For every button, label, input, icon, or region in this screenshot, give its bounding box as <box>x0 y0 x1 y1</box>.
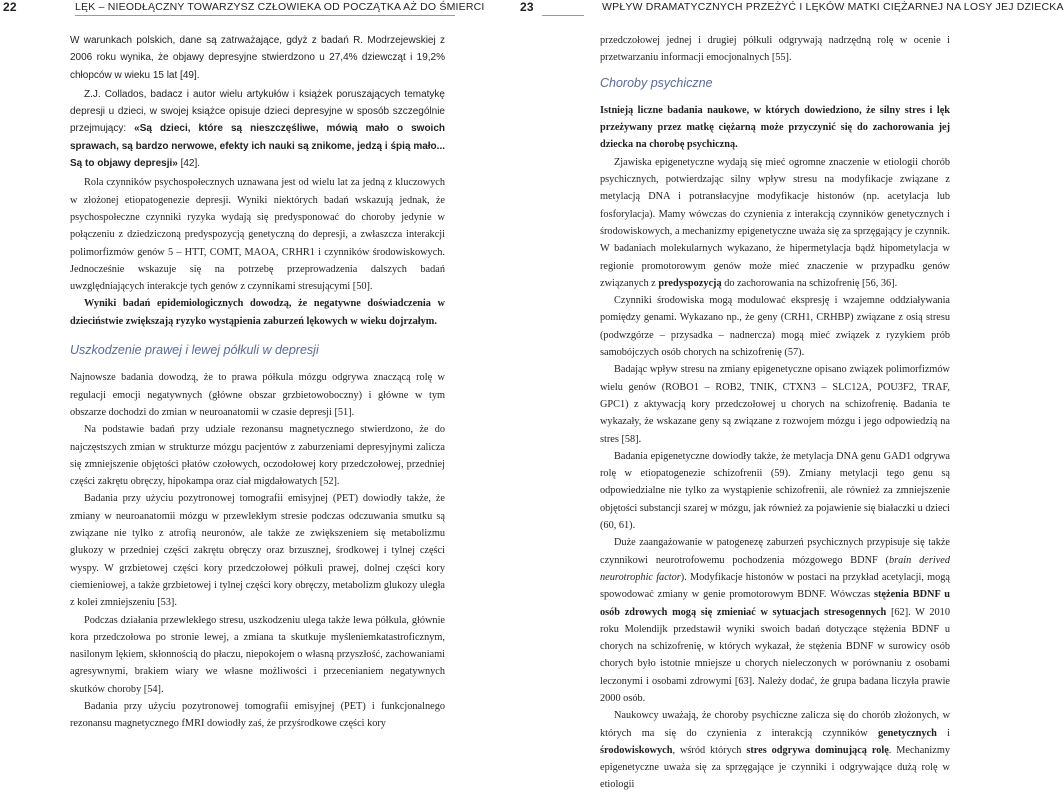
left-page <box>0 0 485 730</box>
paragraph: Badania epigenetyczne dowiodły także, że metylacja DNA genu GAD1 odgrywa rolę w etiopatogenezie schizofrenii (59). Zmiany metylacji tego genu są odpowiedzialne nie tylko za wystąpienie schizofrenii, ale również za zmniejszenie objętości substancji szarej w mózgu, jak również za pojawienie się białaczki u dzieci (60, 61). <box>600 450 950 532</box>
paragraph: Czynniki środowiska mogą modulować ekspresję i wzajemne oddziaływania pomiędzy genami. Wykazano np., że geny (CRH1, CRHBP) związane z osią stresu (podwzgórze – przysadka – nadnercza) mogą mieć związek z ryzykiem prób samobójczych osób chorych na schizofrenię (57). <box>600 295 950 359</box>
right-page <box>480 0 1064 791</box>
running-title: WPŁYW DRAMATYCZNYCH PRZEŻYĆ I LĘKÓW MATKI CIĘŻARNEJ NA LOSY JEJ DZIECKA <box>602 1 1064 13</box>
paragraph: Badania przy użyciu pozytronowej tomografii emisyjnej (PET) dowiodły także, że zmiany w neuroanatomii mózgu w przewlekłym stresie podczas odczuwania smutku są związane nie tylko z atrofią neuronów, ale także ze zwiększeniem się metabolizmu glukozy w przedniej części zakrętu obręczy oraz brzusznej, środkowej i tylnej części wyspy. W grzbietowej części kory przedczołowej półkuli prawej, dolnej części kory ciemieniowej, a także grzbietowej i tylnej części kory obręczy, metabolizm glukozy uległa z kolei zmniejszeniu [53]. <box>70 493 445 609</box>
header-rule <box>542 15 584 16</box>
paragraph: Podczas działania przewlekłego stresu, uszkodzeniu ulega także lewa półkula, głównie kora przedczołowa po stronie lewej, a zmiana ta skutkuje myśleniemkatastroficznym, nasilonym lękiem, skłonnością do płaczu, niepokojem o własną przyszłość, zachowaniami agresywnymi, brakiem wiary we własne możliwości i przecenianiem negatywnych skutków choroby [54]. <box>70 614 445 695</box>
emphasis-paragraph: Wyniki badań epidemiologicznych dowodzą, że negatywne doświadczenia w dzieciństwie zwiększają ryzyko wystąpienia zaburzeń lękowych w wieku dojrzałym. <box>70 298 445 327</box>
section-heading: Uszkodzenie prawej i lewej półkuli w depresji <box>70 343 319 358</box>
emphasis-paragraph: Istnieją liczne badania naukowe, w których dowiedziono, że silny stres i lęk przeżywany przez matkę ciężarną może przyczynić się do zachorowania jej dziecka na chorobę psychiczną. <box>600 104 950 151</box>
paragraph: Badania przy użyciu pozytronowej tomografii emisyjnej (PET) i funkcjonalnego rezonansu magnetycznego fMRI dowiodły zaś, że przyśrodkowe części kory <box>70 700 445 730</box>
running-title: LĘK – NIEODŁĄCZNY TOWARZYSZ CZŁOWIEKA OD POCZĄTKA AŻ DO ŚMIERCI <box>75 1 485 13</box>
paragraph: Badając wpływ stresu na zmiany epigenetyczne opisano związek polimorfizmów wielu genów (ROBO1 – ROB2, TNIK, CTXN3 – SLC12A, POU3F2, TRAF, GPC1) z aktywacją kory przedczołowej u chorych na schizofrenię. Badania te wykazały, że wskazane geny są związane z rozwojem mózgu i jego odpowiedzią na stres [58]. <box>600 364 950 445</box>
section-heading: Choroby psychiczne <box>600 75 713 90</box>
paragraph: Naukowcy uważają, że choroby psychiczne zalicza się do chorób złożonych, w których ma się do czynienia z interakcją czynników genetycznych i środowiskowych, wśród których stres odgrywa dominującą rolę. Mechanizmy epigenetyczne uważa się za sprzęgające je czynniki i odgrywające dużą rolę w etiologii <box>600 710 951 791</box>
left-text-column <box>70 32 445 733</box>
page-number: 22 <box>3 0 17 14</box>
paragraph: Zjawiska epigenetyczne wydają się mieć ogromne znaczenie w etiologii chorób psychicznych, potwierdzając silny wpływ stresu na modyfikacje związane z metylacją DNA i potransłacyjne modyfikacje histonów (np. acetylacja lub fosforylacja). Mamy wówczas do czynienia z interakcją czynników genetycznych i środowiskowych, a mechanizmy epigenetyczne uważa się za sprzęgający je czynnik. W badaniach molekularnych wykazano, że hipermetylacja bądź hipometylacja w regionie promotorowym genów może mieć znaczenie w przypadku genów związanych z predyspozycją do zachorowania na schizofrenię [56, 36]. <box>600 156 950 289</box>
header-rule <box>75 15 455 16</box>
quote-paragraph: Z.J. Collados, badacz i autor wielu artykułów i książek poruszających tematykę depresji u dzieci, w swojej książce opisuje dzieci depresyjne w sposób szczególnie przejmujący: «Są dzieci, które są nieszczęśliwe, mówią mało o swoich sprawach, są bardzo nerwowe, efekty ich nauki są znikome, jedzą i śpią mało... Są to objawy depresji» [42]. <box>70 88 445 170</box>
paragraph: W warunkach polskich, dane są zatrważające, gdyż z badań R. Modrzejewskiej z 2006 roku wynika, że objawy depresyjne stwierdzono u 27,4% dziewcząt i 19,2% chłopców w wieku 15 lat [49]. <box>70 35 445 81</box>
right-text-column <box>600 32 950 794</box>
paragraph: Duże zaangażowanie w patogenezę zaburzeń psychicznych przypisuje się także czynnikowi neurotrofowemu pochodzenia mózgowego BDNF (brain derived neurotrophic factor). Modyfikacje histonów w postaci na przykład acetylacji, mogą spowodować zmiany w genie promotorowym BDNF. Wówczas stężenia BDNF u osób zdrowych mogą się zmieniać w sytuacjach stresogennych [62]. W 2010 roku Molendijk przedstawił wyniki swoich badań dotyczące stężenia BDNF u chorych na schizofrenię, w których wykazał, że stężenia BDNF w surowicy osób chorych było istotnie mniejsze u chorych nieleczonych w porównaniu z osobami leczonymi i osobami zdrowymi [63]. Należy dodać, że grupa badana liczyła prawie 2000 osób. <box>600 537 951 704</box>
paragraph: przedczołowej jednej i drugiej półkuli odgrywają nadrzędną rolę w ocenie i przetwarzaniu informacji emocjonalnych [55]. <box>600 35 950 64</box>
page-number: 23 <box>520 0 534 14</box>
paragraph: Na podstawie badań przy udziale rezonansu magnetycznego stwierdzono, że do najczęstszych zmian w strukturze mózgu pacjentów z zaburzeniami depresyjnymi zalicza się zmniejszenie objętości płatów czołowych, oczodołowej kory przedczołowej, przedniej części zakrętu obręczy, hipokampa oraz ciał migdałowatych [52]. <box>70 424 445 488</box>
paragraph: Rola czynników psychospołecznych uznawana jest od wielu lat za jedną z kluczowych w złożonej etiopatogenezie depresji. Wyniki niektórych badań wskazują jednak, że psychospołeczne czynniki ryzyka wydają się predysponować do choroby jedynie w połączeniu z dziedziczoną predyspozycją genetyczną do depresji, a zwłaszcza interakcji polimorfizmów genów 5 – HTT, COMT, MAOA, CRHR1 i czynników środowiskowych. Jednocześnie wskazuje się na potrzebę przeprowadzenia dalszych badań uwzględniających interakcje tych genów z czynnikami stresującymi [50]. <box>70 177 445 293</box>
paragraph: Najnowsze badania dowodzą, że to prawa półkula mózgu odgrywa znaczącą rolę w regulacji emocji negatywnych (główne obszar grzbietowoboczny) i główne w tym obszarze dochodzi do zmian w neuroanatomii w czasie depresji [51]. <box>70 372 445 418</box>
